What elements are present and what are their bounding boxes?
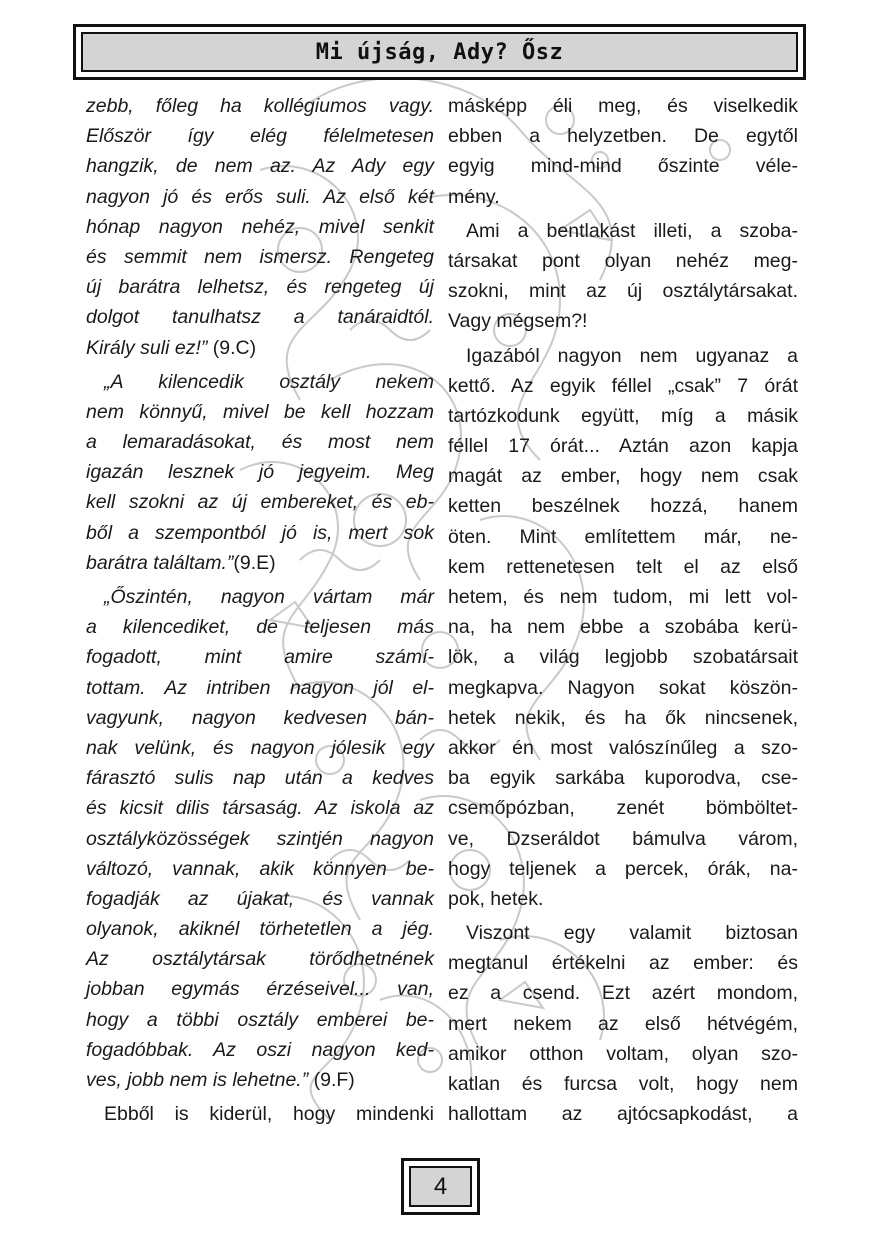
text-line: fogadott, mint amire számí- — [86, 646, 434, 669]
text-line: megkapva. Nagyon sokat köszön- — [448, 676, 798, 699]
text-line: hónap nagyon nehéz, mivel senkit — [86, 215, 434, 238]
text-line: hetek nekik, és ha ők nincsenek, — [448, 706, 798, 729]
class-tag: (9.E) — [233, 551, 276, 574]
text-line: változó, vannak, akik könnyen be- — [86, 857, 434, 880]
text-line: kell szokni az új embereket, és eb- — [86, 491, 434, 514]
text-line: Vagy mégsem?! — [448, 310, 588, 333]
text-line: akkor én most valószínűleg a szo- — [448, 736, 798, 759]
text-line: másképp éli meg, és viselkedik — [448, 95, 798, 117]
text-line: nem könnyű, mivel be kell hozzam — [86, 400, 434, 423]
text-line: Ami a bentlakást illeti, a szoba- — [466, 219, 798, 242]
text-line: lök, a világ legjobb szobatársait — [448, 646, 798, 669]
text-line: hallottam az ajtócsapkodást, a — [448, 1103, 798, 1126]
quote-text: ves, jobb nem is lehetne.” — [86, 1069, 309, 1091]
text-line: igazán lesznek jó jegyeim. Meg — [86, 461, 434, 484]
text-line: na, ha nem ebbe a szobába kerü- — [448, 616, 798, 639]
text-line: fárasztó sulis nap után a kedves — [86, 767, 434, 790]
header-title: Mi újság, Ady? Ősz — [315, 39, 564, 65]
text-line: mert nekem az első hétvégém, — [448, 1012, 798, 1035]
text-line: csemőpózban, zenét bömböltet- — [448, 797, 798, 820]
text-line: kettő. Az egyik féllel „csak” 7 órát — [448, 374, 798, 397]
text-line: dolgot tanulhatsz a tanáraidtól. — [86, 306, 434, 329]
text-line: ez a csend. Ezt azért mondom, — [448, 982, 798, 1005]
quote-text: barátra találtam.” — [86, 551, 234, 574]
text-line: szokni, mint az új osztálytársakat. — [448, 280, 798, 303]
text-line: és kicsit dilis társaság. Az iskola az — [86, 797, 434, 820]
text-line: osztályközösségek szintjén nagyon — [86, 827, 434, 850]
text-line: katlan és furcsa volt, hogy nem — [448, 1073, 798, 1095]
text-line: ből a szempontból jó is, mert sok — [86, 521, 434, 544]
header-banner — [73, 24, 806, 80]
text-line: vagyunk, nagyon kedvesen bán- — [86, 706, 434, 729]
text-line: hogy a többi osztály emberei be- — [86, 1008, 434, 1031]
text-line: hogy teljenek a percek, órák, na- — [448, 857, 798, 880]
text-line: a kilencediket, de teljesen más — [86, 616, 434, 639]
text-line: és semmit nem ismersz. Rengeteg — [86, 245, 434, 268]
text-line: tottam. Az intriben nagyon jól el- — [86, 676, 434, 699]
text-line: fogadják az újakat, és vannak — [86, 887, 434, 910]
text-line: egyig mind-mind őszinte véle- — [448, 155, 798, 178]
page-number-box-inner — [409, 1166, 472, 1207]
text-line: a lemaradásokat, és most nem — [86, 431, 434, 454]
text-line: hangzik, de nem az. Az Ady egy — [86, 155, 434, 178]
header-banner-inner — [81, 32, 798, 72]
text-line: Ebből is kiderül, hogy mindenki — [104, 1103, 434, 1126]
text-line: új barátra lelhetsz, és rengeteg új — [86, 276, 434, 299]
text-line: Igazából nagyon nem ugyanaz a — [466, 344, 798, 367]
text-line: féllel 17 órát... Aztán azon kapja — [448, 435, 798, 458]
text-line: öten. Mint említettem már, ne- — [448, 525, 798, 548]
text-line: „Őszintén, nagyon vártam már — [104, 586, 434, 608]
text-line: tartózkodunk együtt, míg a másik — [448, 404, 798, 427]
quote-text: Király suli ez!” — [86, 336, 208, 359]
text-line: ba egyik sarkába kuporodva, cse- — [448, 767, 798, 790]
text-line: Először így elég félelmetesen — [86, 125, 434, 148]
text-line: Viszont egy valamit biztosan — [466, 922, 798, 945]
text-line: ketten beszélnek hozzá, hanem — [448, 495, 798, 518]
class-tag: (9.F) — [308, 1069, 355, 1091]
text-line: hetem, és nem tudom, mi lett vol- — [448, 586, 798, 608]
text-line — [86, 1065, 434, 1095]
text-line: zebb, főleg ha kollégiumos vagy. — [86, 95, 434, 117]
text-line: jobban egymás érzéseivel... van, — [86, 978, 434, 1001]
text-line: ve, Dzseráldot bámulva várom, — [448, 827, 798, 850]
text-line: társakat pont olyan nehéz meg- — [448, 249, 798, 272]
text-line: nagyon jó és erős suli. Az első két — [86, 185, 434, 208]
text-line: pok, hetek. — [448, 887, 544, 910]
text-line: kem rettenetesen telt el az első — [448, 555, 798, 578]
text-line — [86, 333, 434, 363]
page-number: 4 — [433, 1172, 448, 1200]
left-column — [86, 91, 434, 1129]
class-tag: (9.C) — [207, 336, 257, 359]
text-line: fogadóbbak. Az oszi nagyon ked- — [86, 1038, 434, 1061]
text-line: magát az ember, hogy nem csak — [448, 465, 798, 488]
text-line: mény. — [448, 185, 500, 208]
text-line: nak velünk, és nagyon jólesik egy — [86, 736, 434, 759]
text-line: „A kilencedik osztály nekem — [104, 370, 434, 393]
text-line — [86, 548, 434, 578]
text-line: amikor otthon voltam, olyan szo- — [448, 1042, 798, 1065]
text-line: olyanok, akiknél törhetetlen a jég. — [86, 918, 434, 941]
right-column — [448, 91, 798, 1129]
text-line: megtanul értékelni az ember: és — [448, 952, 798, 975]
text-line: Az osztálytársak törődhetnének — [86, 948, 434, 971]
text-line: ebben a helyzetben. De egytől — [448, 125, 798, 148]
page-number-box — [401, 1158, 480, 1215]
